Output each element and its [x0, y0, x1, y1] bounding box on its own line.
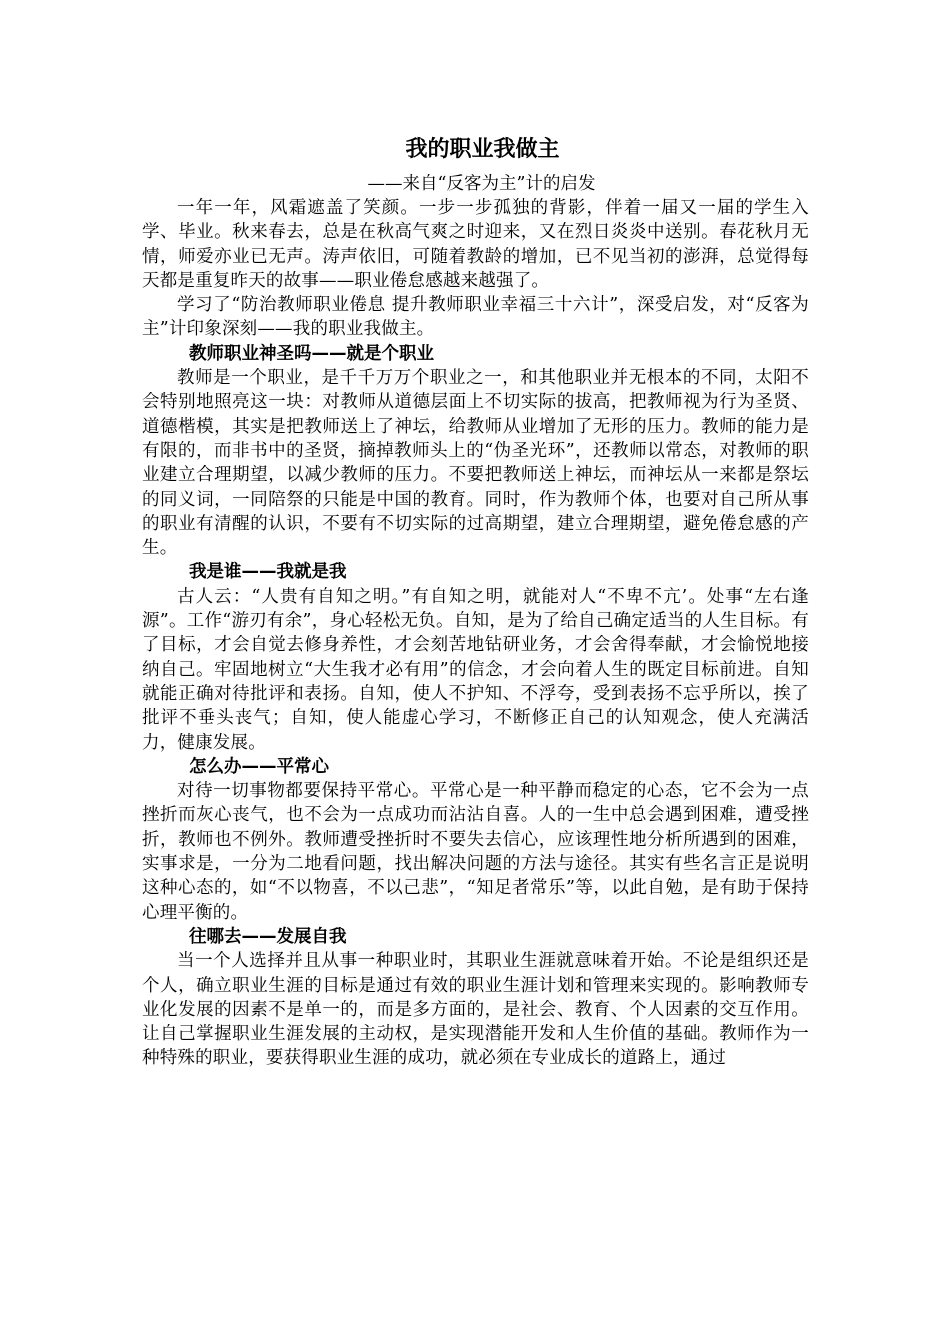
section-paragraph: 对待一切事物都要保持平常心。平常心是一种平静而稳定的心态，它不会为一点挫折而灰心丧气，也不会为一点成功而沾沾自喜。人的一生中总会遇到困难，遭受挫折，教师也不例外。教师遭受挫折时不要失去信心，应该理性地分析所遇到的困难，实事求是，一分为二地看问题，找出解决问题的方法与途径。其实有些名言正是说明这种心态的，如“不以物喜，不以己悲”，“知足者常乐”等，以此自勉，是有助于保持心理平衡的。 — [142, 781, 809, 923]
document-page — [142, 132, 809, 1071]
intro-paragraph: 一年一年，风霜遮盖了笑颜。一步一步孤独的背影，伴着一届又一届的学生入学、毕业。秋来春去，总是在秋高气爽之时迎来，又在烈日炎炎中送别。春花秋月无情，师爱亦业已无声。涛声依旧，可随着教龄的增加，已不见当初的澎湃，总觉得每天都是重复昨天的故事——职业倦怠感越来越强了。 — [142, 198, 809, 291]
intro-paragraph: 学习了“防治教师职业倦息 提升教师职业幸福三十六计”，深受启发，对“反客为主”计印象深刻——我的职业我做主。 — [142, 295, 809, 340]
section-heading: 我是谁——我就是我 — [189, 562, 347, 583]
section-heading: 往哪去——发展自我 — [189, 926, 347, 947]
document-subtitle: ——来自“反客为主”计的启发 — [367, 174, 596, 194]
section-paragraph: 当一个人选择并且从事一种职业时，其职业生涯就意味着开始。不论是组织还是个人，确立职业生涯的目标是通过有效的职业生涯计划和管理来实现的。影响教师专业化发展的因素不是单一的，而是多方面的，是社会、教育、个人因素的交互作用。让自己掌握职业生涯发展的主动权，是实现潜能开发和人生价值的基础。教师作为一种特殊的职业，要获得职业生涯的成功，就必须在专业成长的道路上，通过 — [142, 951, 809, 1069]
section-heading: 教师职业神圣吗——就是个职业 — [189, 343, 434, 364]
section-paragraph: 教师是一个职业，是千千万万个职业之一，和其他职业并无根本的不同，太阳不会特别地照亮这一块：对教师从道德层面上不切实际的拔高，把教师视为行为圣贤、道德楷模，其实是把教师送上了神坛，给教师从业增加了无形的压力。教师的能力是有限的，而非书中的圣贤，摘掉教师头上的“伪圣光环”，还教师以常态，对教师的职业建立合理期望，以减少教师的压力。不要把教师送上神坛，而神坛从一来都是祭坛的同义词，一同陪祭的只能是中国的教育。同时，作为教师个体，也要对自己所从事的职业有清醒的认识，不要有不切实际的过高期望，建立合理期望，避免倦怠感的产生。 — [142, 368, 809, 559]
section-heading: 怎么办——平常心 — [189, 756, 329, 777]
section-paragraph: 古人云：“人贵有自知之明。”有自知之明，就能对人“不卑不亢’。处事“左右逢源”。工作“游刃有余”，身心轻松无负。自知，是为了给自己确定适当的人生目标。有了目标，才会自觉去修身养性，才会刻苦地钻研业务，才会舍得奉献，才会愉悦地接纳自己。牢固地树立“大生我才必有用”的信念，才会向着人生的既定目标前进。自知就能正确对待批评和表扬。自知，使人不护知、不浮夸，受到表扬不忘乎所以，挨了批评不垂头丧气；自知，使人能虚心学习，不断修正自己的认知观念，使人充满活力，健康发展。 — [142, 586, 809, 753]
document-title: 我的职业我做主 — [405, 137, 560, 162]
